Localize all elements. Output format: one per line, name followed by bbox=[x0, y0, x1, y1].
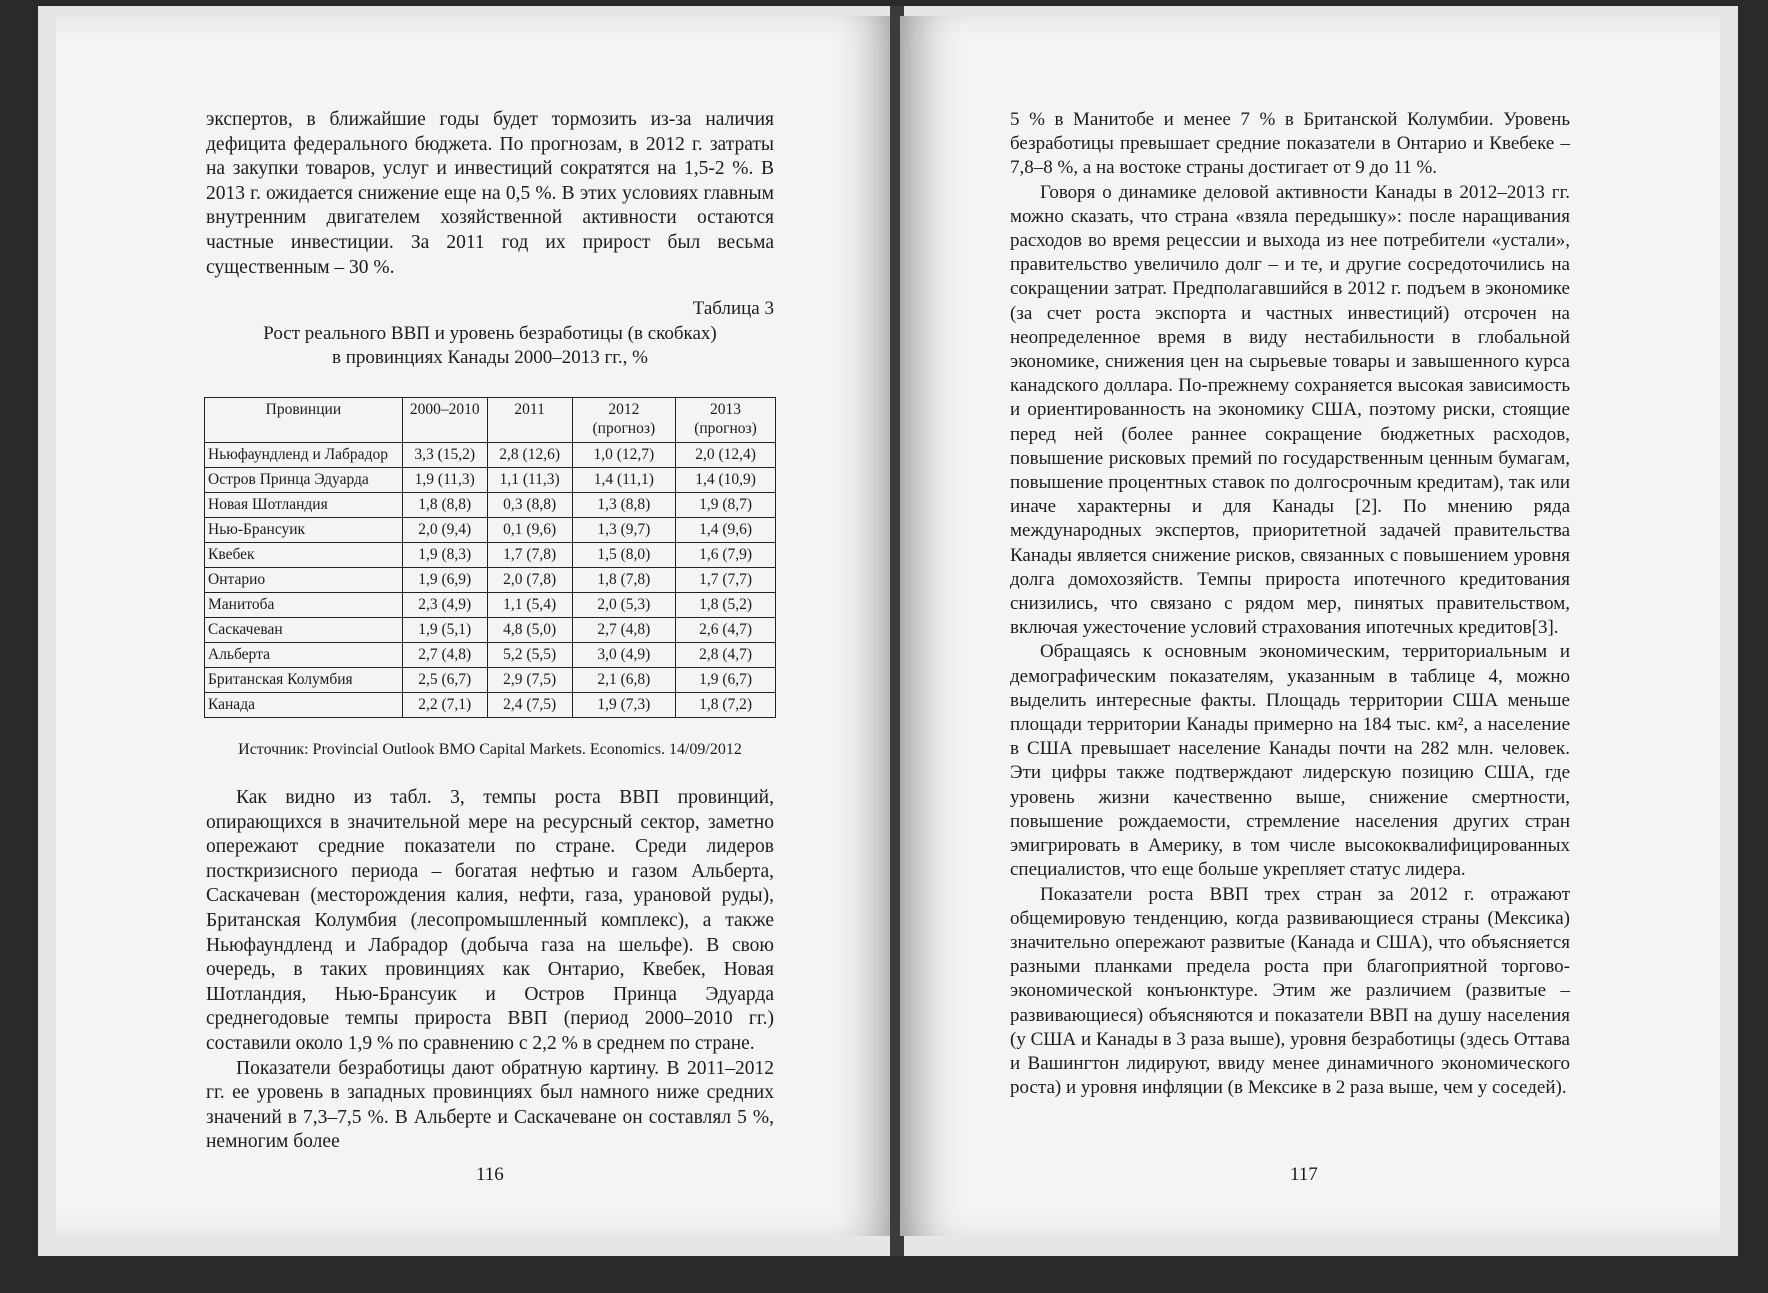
value-cell: 3,3 (15,2) bbox=[402, 443, 487, 468]
value-cell: 1,4 (11,1) bbox=[572, 468, 676, 493]
table-body bbox=[205, 443, 776, 718]
value-cell: 2,3 (4,9) bbox=[402, 593, 487, 618]
table-title bbox=[206, 322, 774, 370]
value-cell: 2,8 (12,6) bbox=[487, 443, 572, 468]
right-paragraph-2: Обращаясь к основным экономическим, территориальным и демографическим показателям, указанным в таблице 4, можно выделить интересные факты. Площадь территории США меньше площади территории Канады примерно на 184 тыс. км², а население в США превышает население Канады почти на 282 млн. человек. Эти цифры также подтверждают лидерскую позицию США, где уровень жизни качественно выше, снижение смертности, повышение рождаемости, стремление населения других стран эмигрировать в Америку, в том числе высококвалифицированных специалистов, что еще больше укрепляет статус лидера. bbox=[1010, 641, 1570, 881]
value-cell: 1,5 (8,0) bbox=[572, 543, 676, 568]
value-cell: 1,9 (8,7) bbox=[676, 493, 776, 518]
value-cell: 1,6 (7,9) bbox=[676, 543, 776, 568]
right-body bbox=[1010, 108, 1570, 1100]
value-cell: 1,7 (7,7) bbox=[676, 568, 776, 593]
value-cell: 1,4 (9,6) bbox=[676, 518, 776, 543]
left-page bbox=[56, 16, 896, 1236]
value-cell: 2,6 (4,7) bbox=[676, 618, 776, 643]
right-paragraph-1: Говоря о динамике деловой активности Канады в 2012–2013 гг. можно сказать, что страна «взяла передышку»: после наращивания расходов во время рецессии и выхода из нее потребители «устали», правительство увеличило долг – и те, и другие сосредоточились на сокращении затрат. Предполагавшийся в 2012 г. подъем в экономике (за счет роста экспорта и частных инвестиций) отсрочен на неопределенное время в виду нестабильности в глобальной экономике, снижения цен на сырьевые товары и завышенного курса канадского доллара. По-прежнему сохраняется высокая зависимость и ориентированность на экономику США, поэтому риски, стоящие перед ней (более раннее сокращение бюджетных расходов, повышение рисковых премий по государственным ценным бумагам, повышение процентных ставок по долгосрочным кредитам), так или иначе характерны и для Канады [2]. По мнению ряда международных экспертов, приоритетной задачей правительства Канады является снижение рисков, связанных с повышением уровня долга домохозяйств. Темпы прироста ипотечного кредитования снизились, что связано с рядом мер, пинятых правительством, включая ужесточение условий страхования ипотечных кредитов[3]. bbox=[1010, 181, 1570, 639]
value-cell: 1,8 (5,2) bbox=[676, 593, 776, 618]
value-cell: 5,2 (5,5) bbox=[487, 643, 572, 668]
header-2011: 2011 bbox=[487, 398, 572, 443]
table-row bbox=[205, 518, 776, 543]
province-name-cell: Канада bbox=[205, 693, 403, 718]
province-name-cell: Остров Принца Эдуарда bbox=[205, 468, 403, 493]
table-title-line1: Рост реального ВВП и уровень безработицы (в скобках) bbox=[263, 323, 717, 344]
left-paragraph-1: Как видно из табл. 3, темпы роста ВВП провинций, опирающихся в значительной мере на ресурсный сектор, заметно опережают средние показатели по стране. Среди лидеров посткризисного периода – богатая нефтью и газом Альберта, Саскачеван (месторождения калия, нефти, газа, урановой руды), Британская Колумбия (лесопромышленный комплекс), а также Ньюфаундленд и Лабрадор (добыча газа на шельфе). В свою очередь, в таких провинциях как Онтарио, Квебек, Новая Шотландия, Нью-Брансуик и Остров Принца Эдуарда среднегодовые темпы прироста ВВП (период 2000–2010 гг.) составили около 1,9 % по сравнению с 2,2 % в среднем по стране. bbox=[206, 787, 774, 1054]
province-name-cell: Манитоба bbox=[205, 593, 403, 618]
table-row bbox=[205, 668, 776, 693]
value-cell: 4,8 (5,0) bbox=[487, 618, 572, 643]
province-name-cell: Саскачеван bbox=[205, 618, 403, 643]
value-cell: 2,0 (5,3) bbox=[572, 593, 676, 618]
value-cell: 2,7 (4,8) bbox=[402, 643, 487, 668]
value-cell: 1,9 (8,3) bbox=[402, 543, 487, 568]
province-name-cell: Нью-Брансуик bbox=[205, 518, 403, 543]
value-cell: 0,3 (8,8) bbox=[487, 493, 572, 518]
value-cell: 3,0 (4,9) bbox=[572, 643, 676, 668]
left-paragraph-2: Показатели безработицы дают обратную картину. В 2011–2012 гг. ее уровень в западных провинциях был намного ниже средних значений в 7,3–7,5 %. В Альберте и Саскачеване он составлял 5 %, немногим более bbox=[206, 1057, 774, 1153]
value-cell: 1,9 (11,3) bbox=[402, 468, 487, 493]
left-intro-paragraph bbox=[206, 108, 774, 280]
right-paragraph-3: Показатели роста ВВП трех стран за 2012 г. отражают общемировую тенденцию, когда развивающиеся страны (Мексика) значительно опережают развитые (Канада и США), что объясняется разными планками предела роста при благоприятной торгово-экономической конъюнктуре. Этим же различием (развитые – развивающиеся) объясняются и показатели ВВП на душу населения (у США и Канады в 3 раза выше), уровня безработицы (здесь Оттава и Вашингтон лидируют, ввиду менее динамичного экономического роста) и уровня инфляции (в Мексике в 2 раза выше, чем у соседей). bbox=[1010, 883, 1570, 1099]
table-row bbox=[205, 618, 776, 643]
value-cell: 2,5 (6,7) bbox=[402, 668, 487, 693]
value-cell: 1,9 (6,7) bbox=[676, 668, 776, 693]
value-cell: 1,3 (8,8) bbox=[572, 493, 676, 518]
table-row bbox=[205, 443, 776, 468]
table-row bbox=[205, 643, 776, 668]
left-intro-text: экспертов, в ближайшие годы будет тормозить из-за наличия дефицита федерального бюджета. По прогнозам, в 2012 г. затраты на закупки товаров, услуг и инвестиций сократятся на 1,5-2 %. В 2013 г. ожидается снижение еще на 0,5 %. В этих условиях главным внутренним двигателем хозяйственной активности остаются частные инвестиции. За 2011 год их прирост был весьма существенным – 30 %. bbox=[206, 109, 774, 278]
province-name-cell: Квебек bbox=[205, 543, 403, 568]
value-cell: 1,8 (7,8) bbox=[572, 568, 676, 593]
value-cell: 1,9 (7,3) bbox=[572, 693, 676, 718]
header-provinces: Провинции bbox=[205, 398, 403, 443]
province-name-cell: Ньюфаундленд и Лабрадор bbox=[205, 443, 403, 468]
province-name-cell: Альберта bbox=[205, 643, 403, 668]
value-cell: 1,8 (7,2) bbox=[676, 693, 776, 718]
value-cell: 2,8 (4,7) bbox=[676, 643, 776, 668]
province-name-cell: Онтарио bbox=[205, 568, 403, 593]
table-row bbox=[205, 693, 776, 718]
value-cell: 2,1 (6,8) bbox=[572, 668, 676, 693]
header-2000-2010: 2000–2010 bbox=[402, 398, 487, 443]
value-cell: 1,0 (12,7) bbox=[572, 443, 676, 468]
table-row bbox=[205, 593, 776, 618]
table-row bbox=[205, 468, 776, 493]
header-2013: 2013 (прогноз) bbox=[676, 398, 776, 443]
value-cell: 1,1 (5,4) bbox=[487, 593, 572, 618]
page-number-left: 116 bbox=[476, 1164, 504, 1185]
value-cell: 1,7 (7,8) bbox=[487, 543, 572, 568]
right-intro-text: 5 % в Манитобе и менее 7 % в Британской Колумбии. Уровень безработицы превышает средние показатели в Онтарио и Квебеке – 7,8–8 %, а на востоке страны достигает от 9 до 11 %. bbox=[1010, 109, 1570, 179]
value-cell: 1,9 (6,9) bbox=[402, 568, 487, 593]
table-header-row bbox=[205, 398, 776, 443]
table-label: Таблица 3 bbox=[692, 298, 774, 319]
value-cell: 2,0 (12,4) bbox=[676, 443, 776, 468]
table-row bbox=[205, 568, 776, 593]
table-title-line2: в провинциях Канады 2000–2013 гг., % bbox=[332, 347, 648, 368]
table-row bbox=[205, 493, 776, 518]
table-source: Источник: Provincial Outlook BMO Capital Markets. Economics. 14/09/2012 bbox=[238, 741, 742, 758]
right-page bbox=[900, 16, 1720, 1236]
value-cell: 1,4 (10,9) bbox=[676, 468, 776, 493]
table-row bbox=[205, 543, 776, 568]
value-cell: 2,9 (7,5) bbox=[487, 668, 572, 693]
value-cell: 2,2 (7,1) bbox=[402, 693, 487, 718]
value-cell: 1,3 (9,7) bbox=[572, 518, 676, 543]
value-cell: 2,0 (9,4) bbox=[402, 518, 487, 543]
value-cell: 0,1 (9,6) bbox=[487, 518, 572, 543]
value-cell: 1,1 (11,3) bbox=[487, 468, 572, 493]
open-book bbox=[38, 6, 1738, 1256]
gdp-unemployment-table bbox=[204, 397, 776, 718]
left-body bbox=[206, 786, 774, 1155]
value-cell: 1,8 (8,8) bbox=[402, 493, 487, 518]
value-cell: 2,7 (4,8) bbox=[572, 618, 676, 643]
province-name-cell: Новая Шотландия bbox=[205, 493, 403, 518]
header-2012: 2012 (прогноз) bbox=[572, 398, 676, 443]
value-cell: 2,4 (7,5) bbox=[487, 693, 572, 718]
province-name-cell: Британская Колумбия bbox=[205, 668, 403, 693]
value-cell: 1,9 (5,1) bbox=[402, 618, 487, 643]
value-cell: 2,0 (7,8) bbox=[487, 568, 572, 593]
page-number-right: 117 bbox=[1290, 1164, 1318, 1185]
